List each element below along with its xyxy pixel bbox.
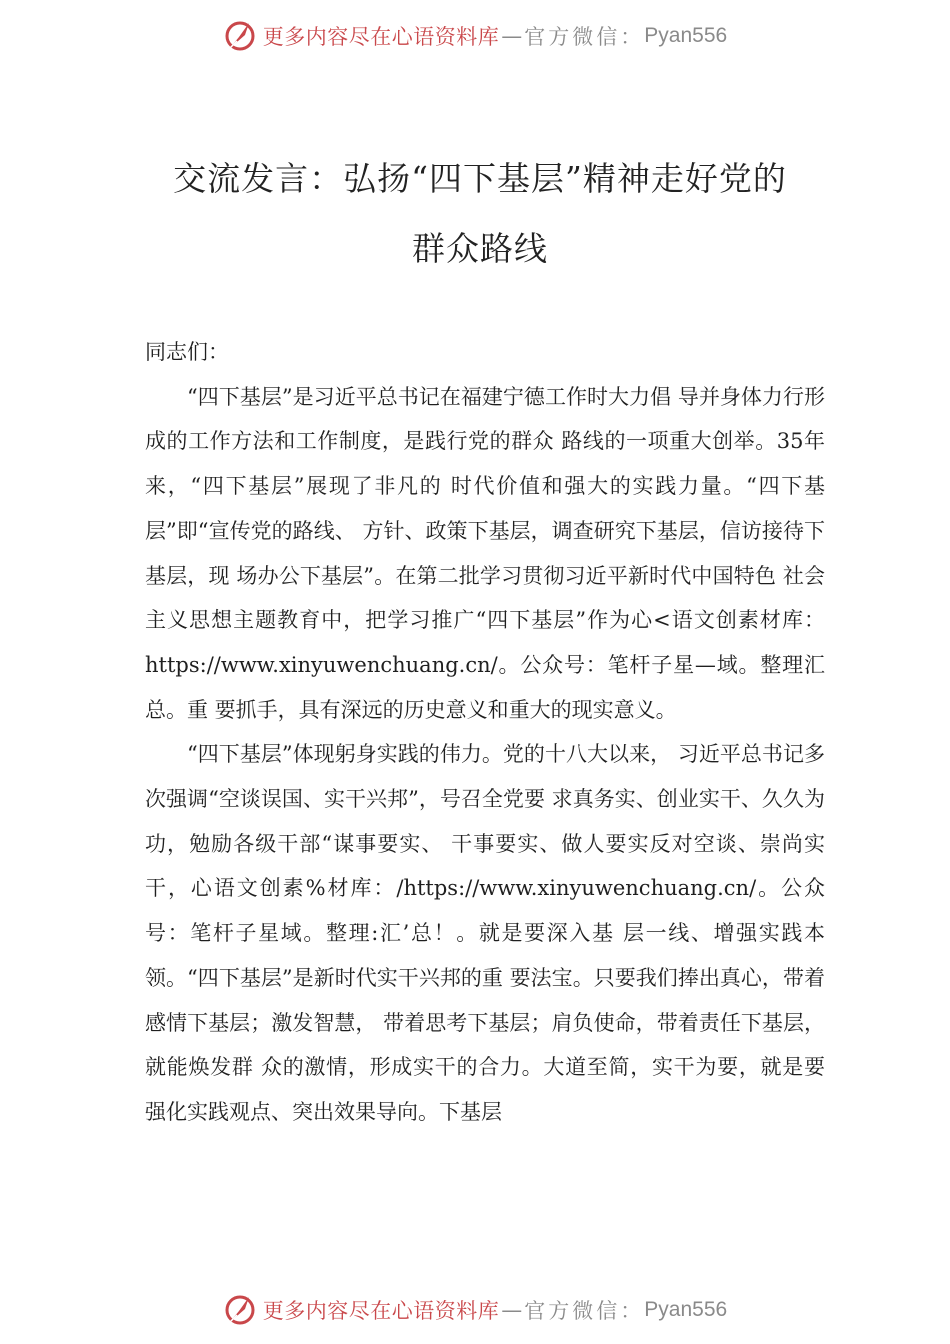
header-separator: — bbox=[501, 24, 523, 48]
header-wechat-id: Pyan556 bbox=[644, 24, 728, 47]
document-title-line-2: 群众路线 bbox=[412, 229, 548, 268]
paragraph-2: “四下基层”体现躬身实践的伟力。党的十八大以来， 习近平总书记多次强调“空谈误国、实干兴邦”，号召全党要 求真务实、创业实干、久久为功，勉励各级干部“谋事要实、 干事要实、做人要实反对空谈、崇尚实干，心语文创素%材库：/https://www.xinyuwenchuang.cn/。公众号：笔杆子星域。整理:汇’总！。就是要深入基 层一线、增强实践本领。“四下基层”是新时代实干兴邦的重 要法宝。只要我们捧出真心，带着感情下基层；激发智慧， 带着思考下基层；肩负使命，带着责任下基层，就能焕发群 众的激情，形成实干的合力。大道至简，实干为要，就是要 强化实践观点、突出效果导向。下基层 bbox=[145, 742, 825, 1124]
document-body bbox=[145, 330, 825, 1135]
footer-site-text: 更多内容尽在心语资料库 bbox=[262, 1299, 500, 1323]
footer-wechat-id: Pyan556 bbox=[644, 1298, 728, 1321]
footer-wechat-label: 官方微信： bbox=[524, 1299, 645, 1323]
quill-pen-logo-icon bbox=[223, 1293, 257, 1327]
footer-separator: — bbox=[501, 1298, 523, 1322]
quill-pen-logo-icon bbox=[223, 19, 257, 53]
paragraph-1: “四下基层”是习近平总书记在福建宁德工作时大力倡 导并身体力行形成的工作方法和工作制度，是践行党的群众 路线的一项重大创举。35年来，“四下基层”展现了非凡的 时代价值和强大的实践力量。“四下基层”即“宣传党的路线、 方针、政策下基层，调查研究下基层，信访接待下基层，现 场办公下基层”。在第二批学习贯彻习近平新时代中国特色 社会主义思想主题教育中，把学习推广“四下基层”作为心<语文创素材库：https://www.xinyuwenchuang.cn/。公众号：笔杆子星—域。整理汇总。重 要抓手，具有深远的历史意义和重大的现实意义。 bbox=[145, 384, 825, 722]
salutation: 同志们： bbox=[145, 340, 229, 364]
footer-banner bbox=[0, 1290, 950, 1330]
header-banner bbox=[0, 16, 950, 56]
document-title-line-1: 交流发言：弘扬“四下基层”精神走好党的 bbox=[173, 159, 787, 198]
header-wechat-label: 官方微信： bbox=[524, 25, 645, 49]
header-site-text: 更多内容尽在心语资料库 bbox=[262, 25, 500, 49]
